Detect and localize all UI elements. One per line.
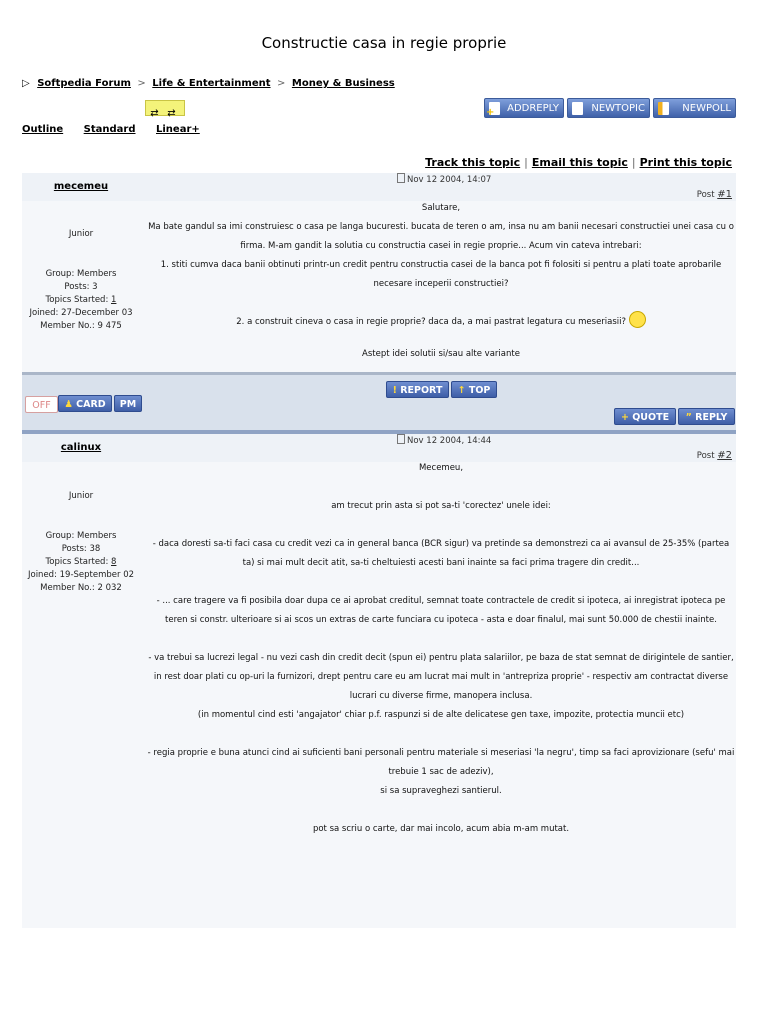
post-line: pot sa scriu o carte, dar mai incolo, acum abia m-am mutat. xyxy=(312,824,570,834)
member-topics: Topics Started: 8 xyxy=(45,557,117,567)
document-icon xyxy=(397,173,405,183)
document-icon xyxy=(397,434,405,444)
switch-mode-icon[interactable]: ⇄ xyxy=(150,108,159,119)
post-line: - va trebui sa lucrezi legal - nu vezi cash din credit decit (spun ei) pentru plata salariilor, pe baza de stat semnat de dirigintele de santier, in rest doar plati cu op-uri la furnizori, drept pentru care eu am lucrat mai mult in 'antrepriza proprie' - respectiv am contractat diverse lucrari cu diverse firme, manopera inclusa. xyxy=(148,653,734,701)
post-line: Salutare, xyxy=(421,203,461,213)
new-topic-button[interactable] xyxy=(567,98,650,118)
member-group: Group: Members xyxy=(45,531,117,541)
post-line: 1. stiti cumva daca banii obtinuti printr-un credit pentru constructia casei de la banca pot fi folositi si pentru a plati toate aprobarile necesare inceperii constructiei? xyxy=(160,260,722,289)
breadcrumb-arrow-icon: ▷ xyxy=(22,78,30,89)
print-topic-link[interactable]: Print this topic xyxy=(639,156,732,169)
topic-links xyxy=(425,156,732,169)
standard-view-link[interactable]: Standard xyxy=(83,124,136,135)
card-button[interactable]: ♟ CARD xyxy=(58,395,112,412)
post-line: si sa supraveghezi santierul. xyxy=(380,786,502,796)
breadcrumb-separator: > xyxy=(277,78,286,89)
link-divider: | xyxy=(631,156,636,169)
member-joined: Joined: 27-December 03 xyxy=(29,308,133,318)
report-icon: ! xyxy=(392,385,397,396)
post-line: Ma bate gandul sa imi construiesc o casa pe langa bucuresti. bucata de teren o am, insa nu am banii necesari constructiei unei casa cu o firma. M-am gandit la solutia cu constructia casei in regie proprie... Acum vin cateva intrebari: xyxy=(148,222,734,251)
member-joined: Joined: 19-September 02 xyxy=(27,570,135,580)
member-rank: Junior xyxy=(68,229,94,239)
post-author[interactable]: calinux xyxy=(60,442,102,453)
member-rank: Junior xyxy=(68,491,94,501)
pm-button[interactable]: PM xyxy=(114,395,142,412)
new-topic-label: NEWTOPIC xyxy=(591,103,645,114)
post-line: - ... care tragere va fi posibila doar dupa ce ai aprobat creditul, semnat toate contractele de credit si ipoteca, ai inregistrat ipoteca pe teren si constr. ulterioare si ai scos un extras de carte funciara cu ipoteca - asta e doar finalul, mai sunt 50.000 de chestii inainte. xyxy=(156,596,726,625)
post-line: - daca doresti sa-ti faci casa cu credit vezi ca in general banca (BCR sigur) va pretinde sa demonstrezi ca ai avansul de 25-35% (partea ta) si mai mult decit atit, sa-ti cheltuiesti acesti bani inainte sa faci prima tragere din credit... xyxy=(152,539,730,568)
breadcrumb xyxy=(22,78,395,89)
linear-view-link[interactable]: Linear+ xyxy=(156,124,200,135)
post-header xyxy=(22,173,736,201)
post-line: - regia proprie e buna atunci cind ai suficienti bani personali pentru materiale si meseriasi 'la negru', timp sa faci aprovizionare (sefu' mai trebuie 1 sac de adeziv), xyxy=(147,748,735,777)
author-info xyxy=(22,228,140,333)
post-number: Post #1 xyxy=(696,189,732,200)
new-poll-button[interactable] xyxy=(653,98,736,118)
member-posts: Posts: 3 xyxy=(64,282,98,292)
post-date: Nov 12 2004, 14:07 xyxy=(397,173,491,185)
new-topic-icon xyxy=(572,102,583,115)
post-author[interactable]: mecemeu xyxy=(53,181,109,192)
page-title: Constructie casa in regie proprie xyxy=(261,34,507,52)
add-reply-button[interactable] xyxy=(484,98,564,118)
breadcrumb-softpedia-forum[interactable]: Softpedia Forum xyxy=(37,78,131,89)
post-line: 2. a construit cineva o casa in regie proprie? daca da, a mai pastrat legatura cu meseriasii? xyxy=(146,311,736,332)
breadcrumb-money-business[interactable]: Money & Business xyxy=(291,78,395,89)
member-topics: Topics Started: 1 xyxy=(45,295,117,305)
quote-button[interactable]: + QUOTE xyxy=(614,408,676,425)
member-number: Member No.: 2 032 xyxy=(40,583,122,593)
email-topic-link[interactable]: Email this topic xyxy=(531,156,628,169)
reply-button[interactable]: ” REPLY xyxy=(678,408,735,425)
post-number-link[interactable]: #2 xyxy=(717,450,732,461)
view-mode-links xyxy=(22,124,217,135)
new-poll-icon xyxy=(658,102,669,115)
top-button[interactable]: ↑ TOP xyxy=(451,381,497,398)
topics-started-link[interactable]: 8 xyxy=(111,557,117,567)
track-topic-link[interactable]: Track this topic xyxy=(425,156,521,169)
post-content xyxy=(146,199,736,364)
link-divider: | xyxy=(524,156,528,169)
quote-mark-icon: ” xyxy=(685,412,692,423)
post-line: Astept idei solutii si/sau alte variante xyxy=(362,349,520,359)
card-icon: ♟ xyxy=(64,399,73,410)
report-button[interactable]: ! REPORT xyxy=(386,381,449,398)
member-number: Member No.: 9 475 xyxy=(40,321,122,331)
post-header xyxy=(22,434,736,462)
switch-mode-icon[interactable]: ⇄ xyxy=(167,108,176,119)
post-number-link[interactable]: #1 xyxy=(717,189,732,200)
add-reply-icon xyxy=(489,102,500,115)
post-number: Post #2 xyxy=(696,450,732,461)
breadcrumb-separator: > xyxy=(137,78,146,89)
post-line: Mecemeu, xyxy=(418,463,464,473)
online-status-badge: OFF xyxy=(25,396,58,413)
new-poll-label: NEWPOLL xyxy=(682,103,731,114)
post-date: Nov 12 2004, 14:44 xyxy=(397,434,491,446)
outline-view-link[interactable]: Outline xyxy=(22,124,64,135)
view-mode-icons[interactable] xyxy=(145,100,185,119)
smiley-icon xyxy=(629,311,646,328)
arrow-up-icon: ↑ xyxy=(457,385,466,396)
member-group: Group: Members xyxy=(45,269,117,279)
post-content xyxy=(146,459,736,839)
plus-icon: + xyxy=(620,412,629,423)
post-line: am trecut prin asta si pot sa-ti 'corectez' unele idei: xyxy=(331,501,551,511)
author-info xyxy=(22,490,140,595)
breadcrumb-life-entertainment[interactable]: Life & Entertainment xyxy=(152,78,271,89)
add-reply-label: ADDREPLY xyxy=(507,103,559,114)
topics-started-link[interactable]: 1 xyxy=(111,295,117,305)
post-line: (in momentul cind esti 'angajator' chiar p.f. raspunzi si de alte delicatese gen taxe, impozite, protectia muncii etc) xyxy=(197,710,685,720)
member-posts: Posts: 38 xyxy=(61,544,101,554)
